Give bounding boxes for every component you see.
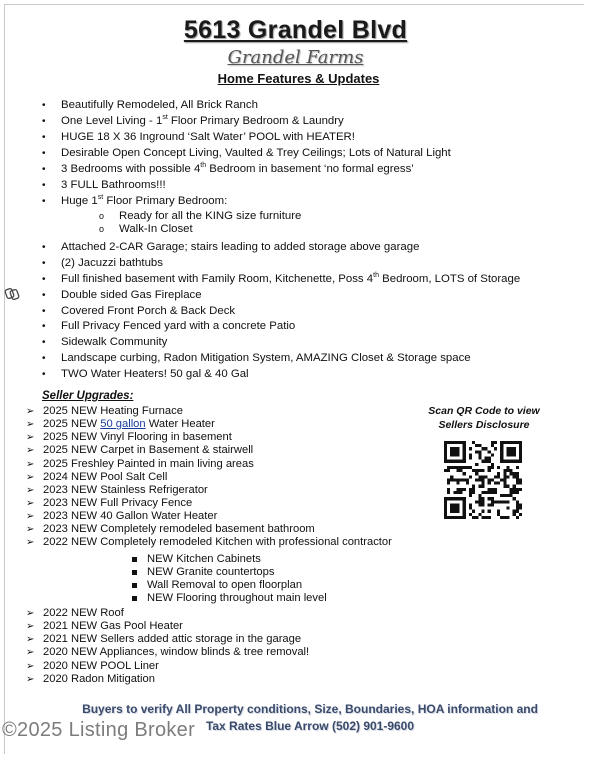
upgrade-item: ➢ 2020 Radon Mitigation xyxy=(26,672,155,685)
arrow-bullet-icon: ➢ xyxy=(26,471,35,483)
upgrade-item: ➢ 2021 NEW Gas Pool Heater xyxy=(26,620,183,633)
bullet-icon: • xyxy=(42,273,46,285)
upgrade-item: ➢ 2025 NEW Heating Furnace xyxy=(26,405,183,417)
feature-item: • Sidewalk Community xyxy=(40,335,520,351)
upgrade-item: ➢ 2023 NEW Completely remodeled basement bathroom xyxy=(26,523,315,536)
bullet-icon: • xyxy=(42,131,46,143)
bullet-icon: • xyxy=(42,353,46,365)
upgrade-item: ➢ 2025 Freshley Painted in main living areas xyxy=(26,457,254,470)
feature-item: • HUGE 18 X 36 Inground ‘Salt Water’ POOL with HEATER! xyxy=(40,130,520,146)
arrow-bullet-icon: ➢ xyxy=(26,621,35,633)
bullet-icon: • xyxy=(42,179,46,191)
upgrade-item: ➢ 2020 NEW POOL Liner xyxy=(26,659,159,672)
qr-code-icon[interactable] xyxy=(444,441,522,519)
arrow-bullet-icon: ➢ xyxy=(26,419,35,431)
feature-sublist xyxy=(40,210,520,237)
circle-bullet-icon: o xyxy=(99,224,105,235)
bullet-icon: • xyxy=(42,241,46,253)
upgrade-item: ➢ 2023 NEW Full Privacy Fence xyxy=(26,496,193,509)
kitchen-subitem: NEW Flooring throughout main level xyxy=(131,592,392,605)
kitchen-subitem: Wall Removal to open floorplan xyxy=(131,579,392,592)
square-bullet-icon xyxy=(132,583,137,588)
upgrade-item: ➢ 2025 NEW Vinyl Flooring in basement xyxy=(26,431,232,444)
arrow-bullet-icon: ➢ xyxy=(26,406,35,417)
bullet-icon: • xyxy=(42,337,46,349)
feature-list xyxy=(40,98,520,383)
bullet-icon: • xyxy=(42,321,46,333)
feature-item: • 3 FULL Bathrooms!!! xyxy=(40,178,520,194)
page-title: 5613 Grandel Blvd xyxy=(183,16,408,44)
bullet-icon: • xyxy=(42,163,46,175)
arrow-bullet-icon: ➢ xyxy=(26,484,35,496)
listing-watermark: ©2025 Listing Broker xyxy=(2,719,196,741)
feature-item: • Double sided Gas Fireplace xyxy=(40,288,520,304)
feature-item: • Full Privacy Fenced yard with a concrete Patio xyxy=(40,319,520,335)
seller-upgrades-heading: Seller Upgrades: xyxy=(42,390,134,402)
square-bullet-icon xyxy=(132,557,137,562)
arrow-bullet-icon: ➢ xyxy=(26,524,35,536)
arrow-bullet-icon: ➢ xyxy=(26,608,35,619)
feature-item: • Desirable Open Concept Living, Vaulted & Trey Ceilings; Lots of Natural Light xyxy=(40,146,520,162)
section-heading: Home Features & Updates xyxy=(217,71,380,86)
arrow-bullet-icon: ➢ xyxy=(26,458,35,470)
bullet-icon: • xyxy=(42,257,46,269)
arrow-bullet-icon: ➢ xyxy=(26,511,35,523)
arrow-bullet-icon: ➢ xyxy=(26,647,35,659)
bullet-icon: • xyxy=(42,369,46,381)
upgrade-item: ➢ 2021 NEW Sellers added attic storage in the garage xyxy=(26,633,302,646)
qr-caption: Scan QR Code to view Sellers Disclosure xyxy=(428,405,540,431)
upgrade-item: ➢ 2022 NEW Completely remodeled Kitchen with professional contractor xyxy=(26,536,392,549)
feature-item: • Landscape curbing, Radon Mitigation System, AMAZING Closet & Storage space xyxy=(40,351,520,367)
upgrade-list xyxy=(26,405,392,606)
feature-item: • Full finished basement with Family Room, Kitchenette, Poss 4th Bedroom, LOTS of Storage xyxy=(40,272,520,288)
feature-item: • 3 Bedrooms with possible 4th Bedroom in basement ‘no formal egress’ xyxy=(40,162,520,178)
bullet-icon: • xyxy=(42,100,46,111)
upgrade-item: ➢ 2025 NEW 50 gallon Water Heater xyxy=(26,418,215,431)
feature-item: • TWO Water Heaters! 50 gal & 40 Gal xyxy=(40,367,520,383)
kitchen-subitem: NEW Granite countertops xyxy=(131,566,392,579)
square-bullet-icon xyxy=(132,570,137,575)
arrow-bullet-icon: ➢ xyxy=(26,537,35,549)
kitchen-sublist xyxy=(26,553,392,606)
square-bullet-icon xyxy=(132,596,137,601)
upgrade-item: ➢ 2023 NEW 40 Gallon Water Heater xyxy=(26,510,218,523)
feature-item: • Attached 2-CAR Garage; stairs leading to added storage above garage xyxy=(40,240,520,256)
kitchen-subitem: NEW Kitchen Cabinets xyxy=(131,553,392,566)
arrow-bullet-icon: ➢ xyxy=(26,497,35,509)
water-heater-link[interactable]: 50 gallon xyxy=(100,418,146,431)
upgrade-list-continued xyxy=(26,607,309,686)
arrow-bullet-icon: ➢ xyxy=(26,432,35,444)
bullet-icon: • xyxy=(42,115,46,127)
upgrade-item: ➢ 2024 NEW Pool Salt Cell xyxy=(26,470,168,483)
bullet-icon: • xyxy=(42,147,46,159)
feature-item: • (2) Jacuzzi bathtubs xyxy=(40,256,520,272)
circle-bullet-icon: o xyxy=(99,210,105,221)
upgrade-item: ➢ 2023 NEW Stainless Refrigerator xyxy=(26,483,208,496)
arrow-bullet-icon: ➢ xyxy=(26,445,35,457)
feature-item: • Beautifully Remodeled, All Brick Ranch xyxy=(40,98,520,114)
bullet-icon: • xyxy=(42,305,46,317)
upgrade-item: ➢ 2022 NEW Roof xyxy=(26,607,124,619)
feature-subitem: o Walk-In Closet xyxy=(99,223,193,236)
arrow-bullet-icon: ➢ xyxy=(26,660,35,672)
feature-item: • One Level Living - 1st Floor Primary Bedroom & Laundry xyxy=(40,114,520,130)
upgrade-item: ➢ 2020 NEW Appliances, window blinds & tree removal! xyxy=(26,646,310,659)
arrow-bullet-icon: ➢ xyxy=(26,673,35,685)
feature-item: • Covered Front Porch & Back Deck xyxy=(40,304,520,320)
feature-subitem: o Ready for all the KING size furniture xyxy=(99,209,302,222)
arrow-bullet-icon: ➢ xyxy=(26,634,35,646)
buyer-disclaimer: Buyers to verify All Property conditions, Size, Boundaries, HOA information and Tax Rates Blue Arrow (502) 901-9600 xyxy=(82,702,538,733)
subdivision-name: Grandel Farms xyxy=(227,47,364,68)
link-icon[interactable] xyxy=(4,286,20,302)
bullet-icon: • xyxy=(42,195,46,207)
bullet-icon: • xyxy=(42,289,46,301)
feature-item: • Huge 1st Floor Primary Bedroom: xyxy=(40,194,520,210)
upgrade-item: ➢ 2025 NEW Carpet in Basement & stairwell xyxy=(26,444,254,457)
